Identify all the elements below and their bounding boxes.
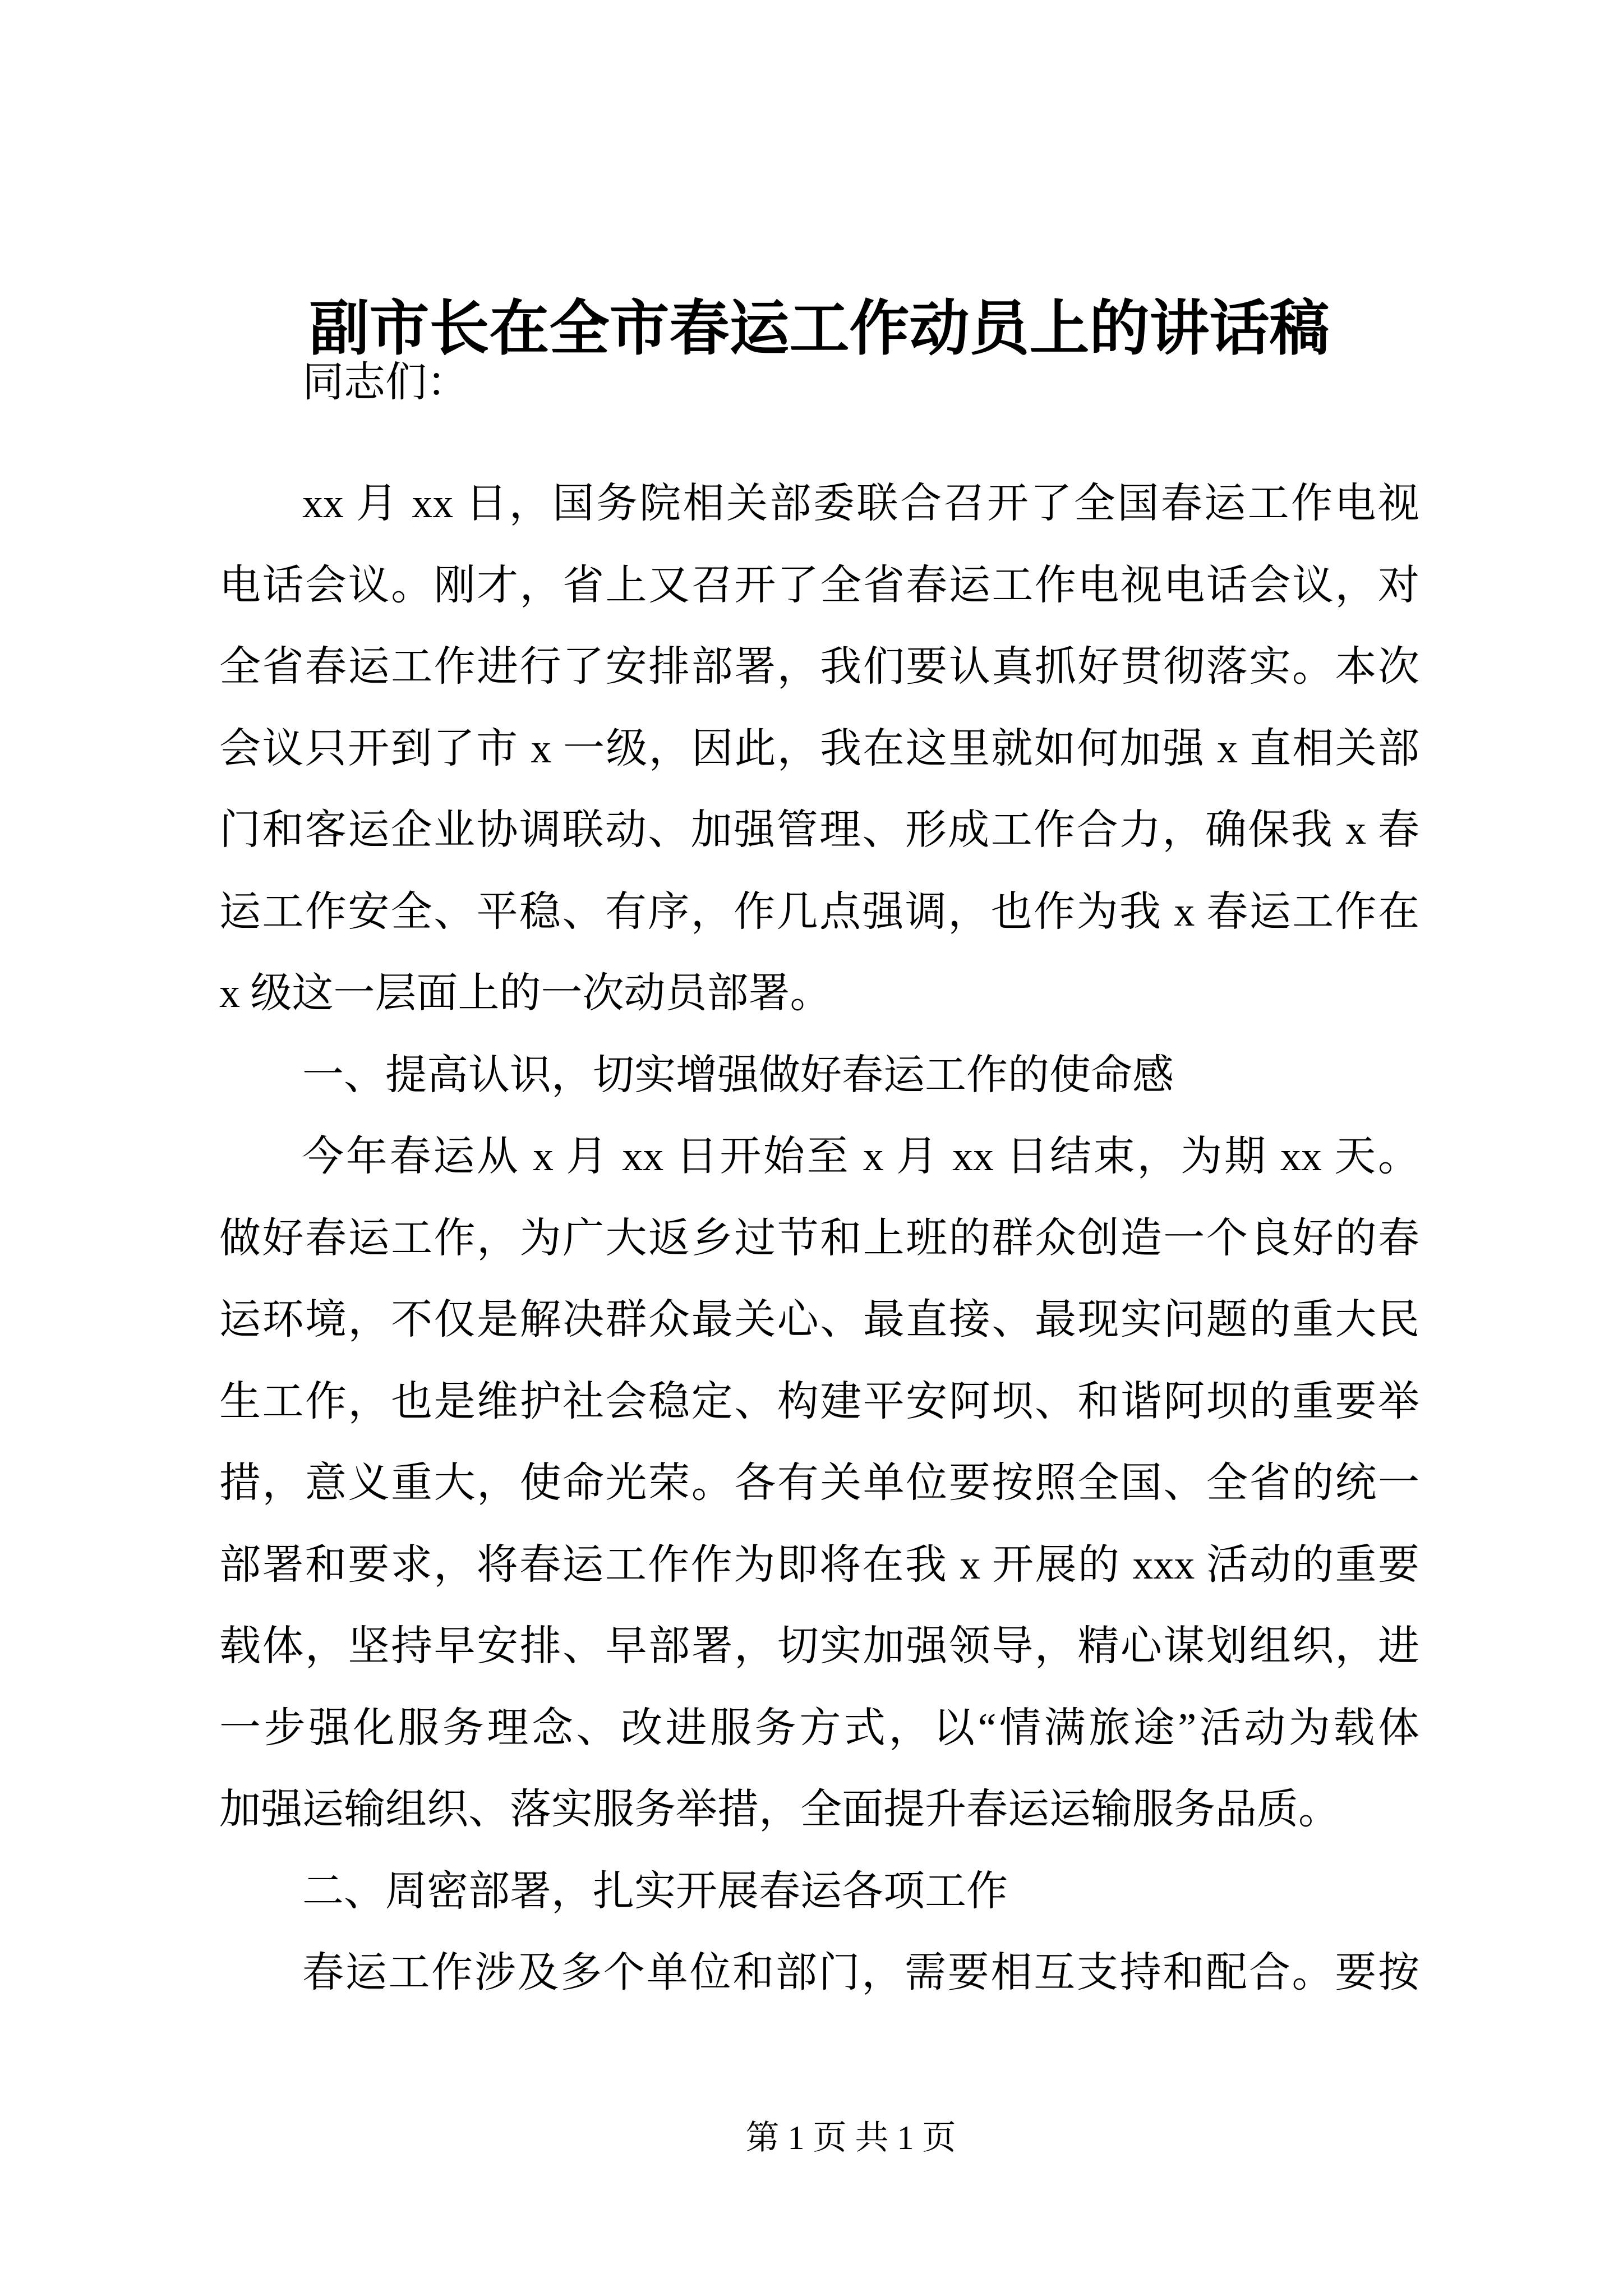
text-line: 部署和要求，将春运工作作为即将在我 x 开展的 xxx 活动的重要 <box>219 1542 1419 1588</box>
page-footer: 第 1 页 共 1 页 <box>745 2119 956 2156</box>
text-line: x 级这一层面上的一次动员部署。 <box>219 970 832 1016</box>
text-line: 运工作安全、平稳、有序，作几点强调，也作为我 x 春运工作在 <box>219 889 1419 935</box>
paragraph <box>219 1116 1419 1851</box>
text-line: 一步强化服务理念、改进服务方式，以“情满旅途”活动为载体 <box>219 1705 1419 1751</box>
text-line: 会议只开到了市 x 一级，因此，我在这里就如何加强 x 直相关部 <box>219 725 1419 772</box>
section-heading: 一、提高认识，切实增强做好春运工作的使命感 <box>302 1052 1174 1098</box>
text-line: 门和客运企业协调联动、加强管理、形成工作合力，确保我 x 春 <box>219 807 1419 853</box>
text-line: 措，意义重大，使命光荣。各有关单位要按照全国、全省的统一 <box>219 1460 1419 1506</box>
text-line: 春运工作涉及多个单位和部门，需要相互支持和配合。要按 <box>302 1950 1419 1996</box>
document-body <box>219 463 1419 2014</box>
text-line: 加强运输组织、落实服务举措，全面提升春运运输服务品质。 <box>219 1787 1340 1833</box>
paragraph <box>219 463 1419 1035</box>
text-line: xx 月 xx 日，国务院相关部委联合召开了全国春运工作电视 <box>302 481 1419 527</box>
text-line: 全省春运工作进行了安排部署，我们要认真抓好贯彻落实。本次 <box>219 644 1419 690</box>
text-line: 生工作，也是维护社会稳定、构建平安阿坝、和谐阿坝的重要举 <box>219 1378 1419 1425</box>
text-line: 做好春运工作，为广大返乡过节和上班的群众创造一个良好的春 <box>219 1215 1419 1262</box>
text-line: 今年春运从 x 月 xx 日开始至 x 月 xx 日结束，为期 xx 天。 <box>302 1134 1419 1180</box>
paragraph <box>219 1932 1419 2014</box>
greeting-line: 同志们： <box>302 360 468 406</box>
text-line: 运环境，不仅是解决群众最关心、最直接、最现实问题的重大民 <box>219 1297 1419 1343</box>
text-line: 载体，坚持早安排、早部署，切实加强领导，精心谋划组织，进 <box>219 1623 1419 1669</box>
text-line: 电话会议。刚才，省上又召开了全省春运工作电视电话会议，对 <box>219 562 1419 609</box>
section-heading: 二、周密部署，扎实开展春运各项工作 <box>302 1868 1008 1915</box>
document-title: 副市长在全市春运工作动员上的讲话稿 <box>309 296 1330 362</box>
